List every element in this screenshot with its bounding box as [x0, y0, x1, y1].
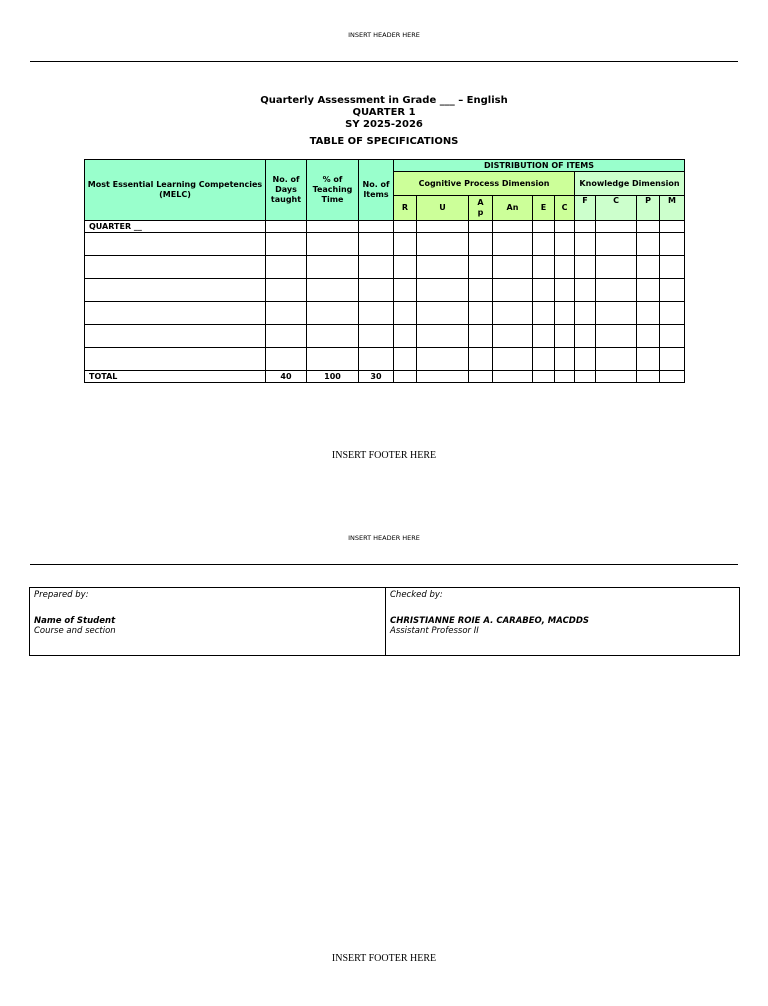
col-understand: U [417, 196, 469, 221]
checked-by-role: Assistant Professor II [390, 626, 479, 636]
col-metacognitive: M [660, 196, 685, 221]
col-analyze: An [493, 196, 533, 221]
total-label: TOTAL [85, 371, 266, 383]
table-row [85, 348, 685, 371]
page-footer-2: INSERT FOOTER HERE [331, 953, 437, 964]
table-row [85, 233, 685, 256]
page-header-2: INSERT HEADER HERE [348, 534, 420, 542]
quarter-label: QUARTER __ [85, 221, 266, 233]
prepared-by-role: Course and section [34, 626, 116, 636]
page-header: INSERT HEADER HERE [348, 31, 420, 39]
prepared-by-label: Prepared by: [34, 590, 89, 600]
header-rule [30, 61, 738, 62]
document-title [0, 95, 768, 131]
items-header: No. of Items [359, 160, 394, 221]
col-apply: A p [469, 196, 493, 221]
col-factual: F [575, 196, 596, 221]
title-line-assessment: Quarterly Assessment in Grade ___ – English [260, 95, 508, 106]
page-footer: INSERT FOOTER HERE [331, 450, 437, 461]
title-line-school-year: SY 2025-2026 [345, 119, 423, 130]
days-taught-header: No. of Days taught [266, 160, 307, 221]
cognitive-process-header: Cognitive Process Dimension [394, 172, 575, 196]
total-percent: 100 [307, 371, 359, 383]
col-create: C [555, 196, 575, 221]
col-remember: R [394, 196, 417, 221]
distribution-header: DISTRIBUTION OF ITEMS [394, 160, 685, 172]
col-evaluate: E [533, 196, 555, 221]
melc-header: Most Essential Learning Competencies (MELC) [85, 160, 266, 221]
teaching-time-header: % of Teaching Time [307, 160, 359, 221]
signature-table [29, 587, 740, 656]
header-rule-2 [30, 564, 738, 565]
checked-by-name: CHRISTIANNE ROIE A. CARABEO, MACDDS [390, 616, 590, 626]
prepared-by-name: Name of Student [34, 616, 116, 626]
checked-by-label: Checked by: [390, 590, 443, 600]
total-items: 30 [359, 371, 394, 383]
table-row [85, 325, 685, 348]
total-row [85, 371, 685, 383]
col-conceptual: C [596, 196, 637, 221]
table-row [85, 302, 685, 325]
tos-title: TABLE OF SPECIFICATIONS [309, 136, 459, 147]
prepared-by-cell [30, 588, 386, 656]
checked-by-cell [386, 588, 740, 656]
col-procedural: P [637, 196, 660, 221]
table-of-specifications [84, 159, 685, 383]
table-row [85, 279, 685, 302]
title-line-quarter: QUARTER 1 [352, 107, 416, 118]
quarter-row [85, 221, 685, 233]
table-row [85, 256, 685, 279]
knowledge-dimension-header: Knowledge Dimension [575, 172, 685, 196]
total-days: 40 [266, 371, 307, 383]
